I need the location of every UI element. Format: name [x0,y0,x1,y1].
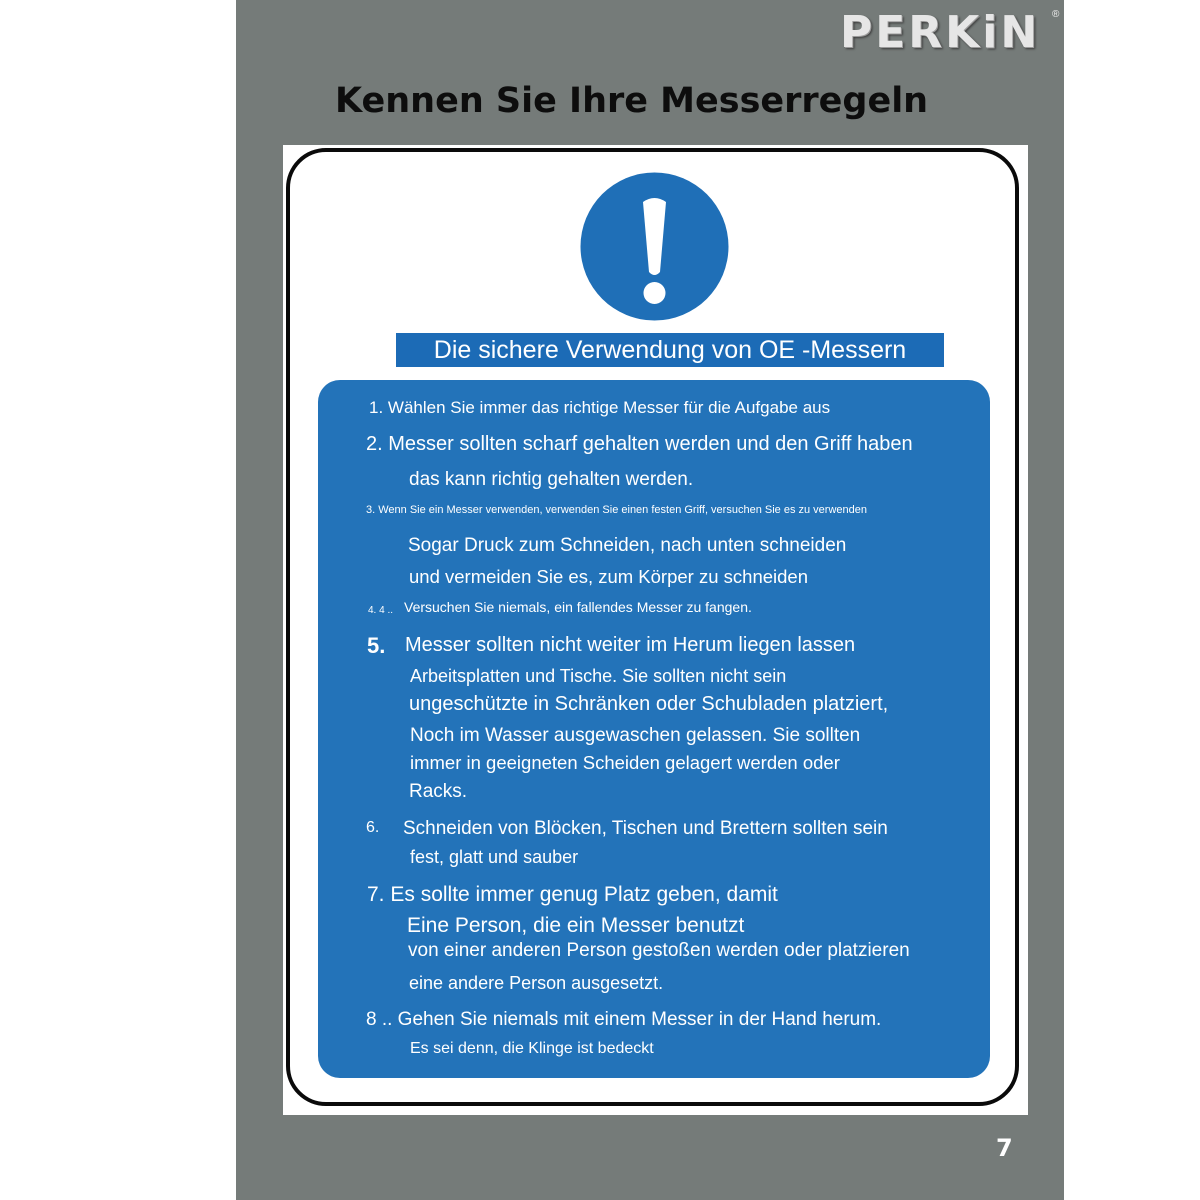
registered-mark: ® [1052,9,1060,20]
rule-line: 4. 4 .. [368,605,394,616]
rule-line: Arbeitsplatten und Tische. Sie sollten nicht sein [410,666,787,686]
rule-line: 3. Wenn Sie ein Messer verwenden, verwenden Sie einen festen Griff, versuchen Sie es zu verwenden [366,504,867,516]
rule-line: Versuchen Sie niemals, ein fallendes Messer zu fangen. [404,599,752,615]
exclamation-mark-icon [580,172,729,321]
rule-line: Noch im Wasser ausgewaschen gelassen. Sie sollten [410,725,861,746]
rule-line: 7. Es sollte immer genug Platz geben, damit [367,883,778,906]
rule-line: von einer anderen Person gestoßen werden oder platzieren [408,940,910,961]
rule-line: fest, glatt und sauber [410,847,579,867]
rule-line: 1. Wählen Sie immer das richtige Messer für die Aufgabe aus [369,398,831,417]
page-number: 7 [996,1134,1013,1162]
brand-logo [840,8,1062,58]
logo-text: PERKiN [840,7,1041,58]
rule-line: Es sei denn, die Klinge ist bedeckt [410,1040,654,1057]
rule-line: 2. Messer sollten scharf gehalten werden und den Griff haben [366,433,913,455]
rule-line: 8 .. Gehen Sie niemals mit einem Messer in der Hand herum. [366,1009,882,1030]
page-title: Kennen Sie Ihre Messerregeln [335,81,929,121]
sign-subtitle: Die sichere Verwendung von OE -Messern [396,333,944,367]
rule-line: ungeschützte in Schränken oder Schubladen platziert, [409,693,889,715]
rule-line: Messer sollten nicht weiter im Herum liegen lassen [405,634,856,656]
rule-line: 5. [367,633,386,658]
rule-line: immer in geeigneten Scheiden gelagert werden oder [410,752,840,773]
rule-line: Sogar Druck zum Schneiden, nach unten schneiden [408,535,847,556]
rule-line: Racks. [409,781,468,802]
rule-line: Schneiden von Blöcken, Tischen und Brettern sollten sein [403,818,888,839]
rule-line: eine andere Person ausgesetzt. [409,973,664,993]
rule-line: Eine Person, die ein Messer benutzt [407,914,745,937]
rule-line: 6. [366,819,380,836]
rule-line: und vermeiden Sie es, zum Körper zu schneiden [409,566,808,587]
rule-line: das kann richtig gehalten werden. [409,469,694,490]
